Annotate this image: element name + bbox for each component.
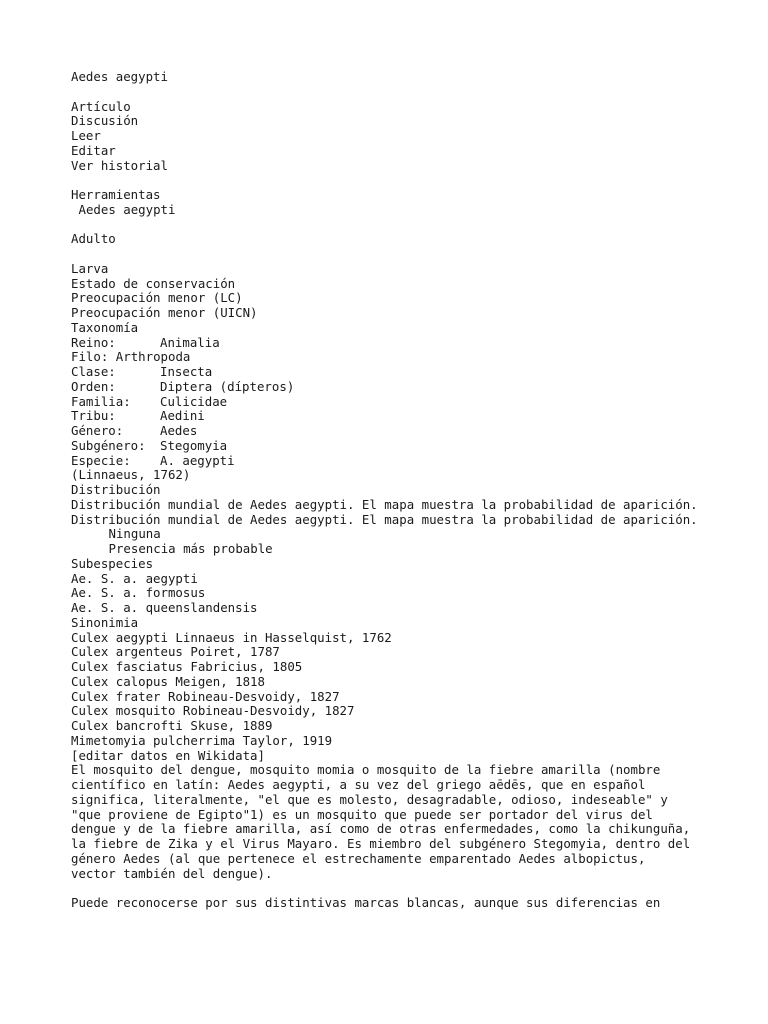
image-caption-larva: Larva [71, 260, 109, 276]
taxonomy-key: Género: [71, 423, 124, 438]
synonym-item: Culex fasciatus Fabricius, 1805 [71, 659, 303, 674]
tab-discussion[interactable]: Discusión [71, 113, 139, 129]
taxonomy-row [71, 454, 731, 469]
synonym-item: Culex mosquito Robineau-Desvoidy, 1827 [71, 703, 355, 719]
second-paragraph: Puede reconocerse por sus distintivas marcas blancas, aunque sus diferencias en [71, 895, 661, 910]
taxonomy-row [71, 380, 731, 395]
tab-history[interactable]: Ver historial [71, 157, 168, 173]
synonym-item: Culex argenteus Poiret, 1787 [71, 644, 280, 660]
infobox-title: Aedes aegypti [78, 201, 176, 217]
intro-paragraph: El mosquito del dengue, mosquito momia o mosquito de la fiebre amarilla (nombre científico en latín: Aedes aegypti, a su vez del griego aēdēs, que en español significa, literalmente, "el que es molesto, desagradable, odioso, indeseable" y "que proviene de Egipto"1) es un mosquito que puede ser portador del virus del dengue y de la fiebre amarilla, así como de otras enfermedades, como la chikunguña, la fiebre de Zika y el Virus Mayaro. Es miembro del subgénero Stegomyia, dentro del género Aedes (al que pertenece el estrechamente emparentado Aedes albopictus, vector también del dengue). [71, 762, 691, 881]
taxonomy-value[interactable]: Insecta [160, 364, 213, 379]
taxonomy-key: Orden: [71, 378, 116, 394]
image-caption-adult: Adulto [71, 231, 116, 247]
tab-edit[interactable]: Editar [71, 142, 116, 158]
distribution-caption-repeat: Distribución mundial de Aedes aegypti. El mapa muestra la probabilidad de aparición. [71, 511, 698, 527]
legend-none: Ninguna [108, 526, 161, 542]
taxonomy-value[interactable]: Animalia [160, 334, 220, 350]
taxonomy-row [71, 336, 731, 351]
conservation-status[interactable]: Preocupación menor (LC) [71, 290, 243, 306]
taxonomy-value[interactable]: Arthropoda [115, 349, 191, 365]
taxonomy-value: A. aegypti [160, 452, 235, 468]
taxonomy-value[interactable]: Culicidae [160, 393, 228, 409]
taxonomy-row [71, 350, 731, 365]
document-page [71, 70, 731, 911]
taxonomy-row [71, 424, 731, 439]
legend-probable: Presencia más probable [108, 541, 273, 556]
conservation-heading: Estado de conservación [71, 275, 236, 291]
synonym-item: Culex aegypti Linnaeus in Hasselquist, 1762 [71, 629, 392, 645]
page-title: Aedes aegypti [71, 69, 168, 84]
taxonomy-row [71, 365, 731, 380]
taxonomy-heading: Taxonomía [71, 319, 139, 335]
taxonomy-value[interactable]: Aedes [160, 423, 198, 438]
synonym-item: Culex calopus Meigen, 1818 [71, 673, 265, 689]
tab-read[interactable]: Leer [71, 128, 101, 143]
subspecies-heading: Subespecies [71, 555, 154, 571]
subspecies-item[interactable]: Ae. S. a. queenslandensis [71, 600, 258, 615]
taxonomy-key: Filo: [71, 349, 109, 365]
taxonomy-row [71, 409, 731, 424]
taxonomy-key: Familia: [71, 393, 131, 409]
taxonomy-value[interactable]: Stegomyia [160, 437, 228, 453]
distribution-heading: Distribución [71, 482, 161, 497]
taxonomy-key: Tribu: [71, 408, 116, 424]
synonym-item: Culex frater Robineau-Desvoidy, 1827 [71, 688, 340, 704]
taxonomy-key: Especie: [71, 452, 131, 468]
conservation-status-uicn[interactable]: Preocupación menor (UICN) [71, 305, 258, 320]
taxonomy-key: Clase: [71, 364, 116, 379]
synonymy-heading: Sinonimia [71, 614, 139, 630]
synonym-item: Mimetomyia pulcherrima Taylor, 1919 [71, 732, 333, 748]
tab-article[interactable]: Artículo [71, 98, 131, 114]
taxonomy-value[interactable]: Aedini [160, 408, 205, 424]
taxonomy-authority[interactable]: (Linnaeus, 1762) [71, 467, 191, 483]
taxonomy-key: Subgénero: [71, 437, 146, 453]
taxonomy-row [71, 439, 731, 454]
edit-wikidata-link[interactable]: [editar datos en Wikidata] [71, 747, 265, 763]
taxonomy-value[interactable]: Diptera (dípteros) [160, 378, 295, 394]
synonym-item: Culex bancrofti Skuse, 1889 [71, 718, 273, 733]
distribution-caption: Distribución mundial de Aedes aegypti. El mapa muestra la probabilidad de aparición. [71, 496, 698, 512]
tools-menu[interactable]: Herramientas [71, 187, 161, 202]
taxonomy-row [71, 395, 731, 410]
taxonomy-key: Reino: [71, 334, 116, 350]
subspecies-item[interactable]: Ae. S. a. formosus [71, 585, 206, 601]
subspecies-item[interactable]: Ae. S. a. aegypti [71, 570, 198, 586]
